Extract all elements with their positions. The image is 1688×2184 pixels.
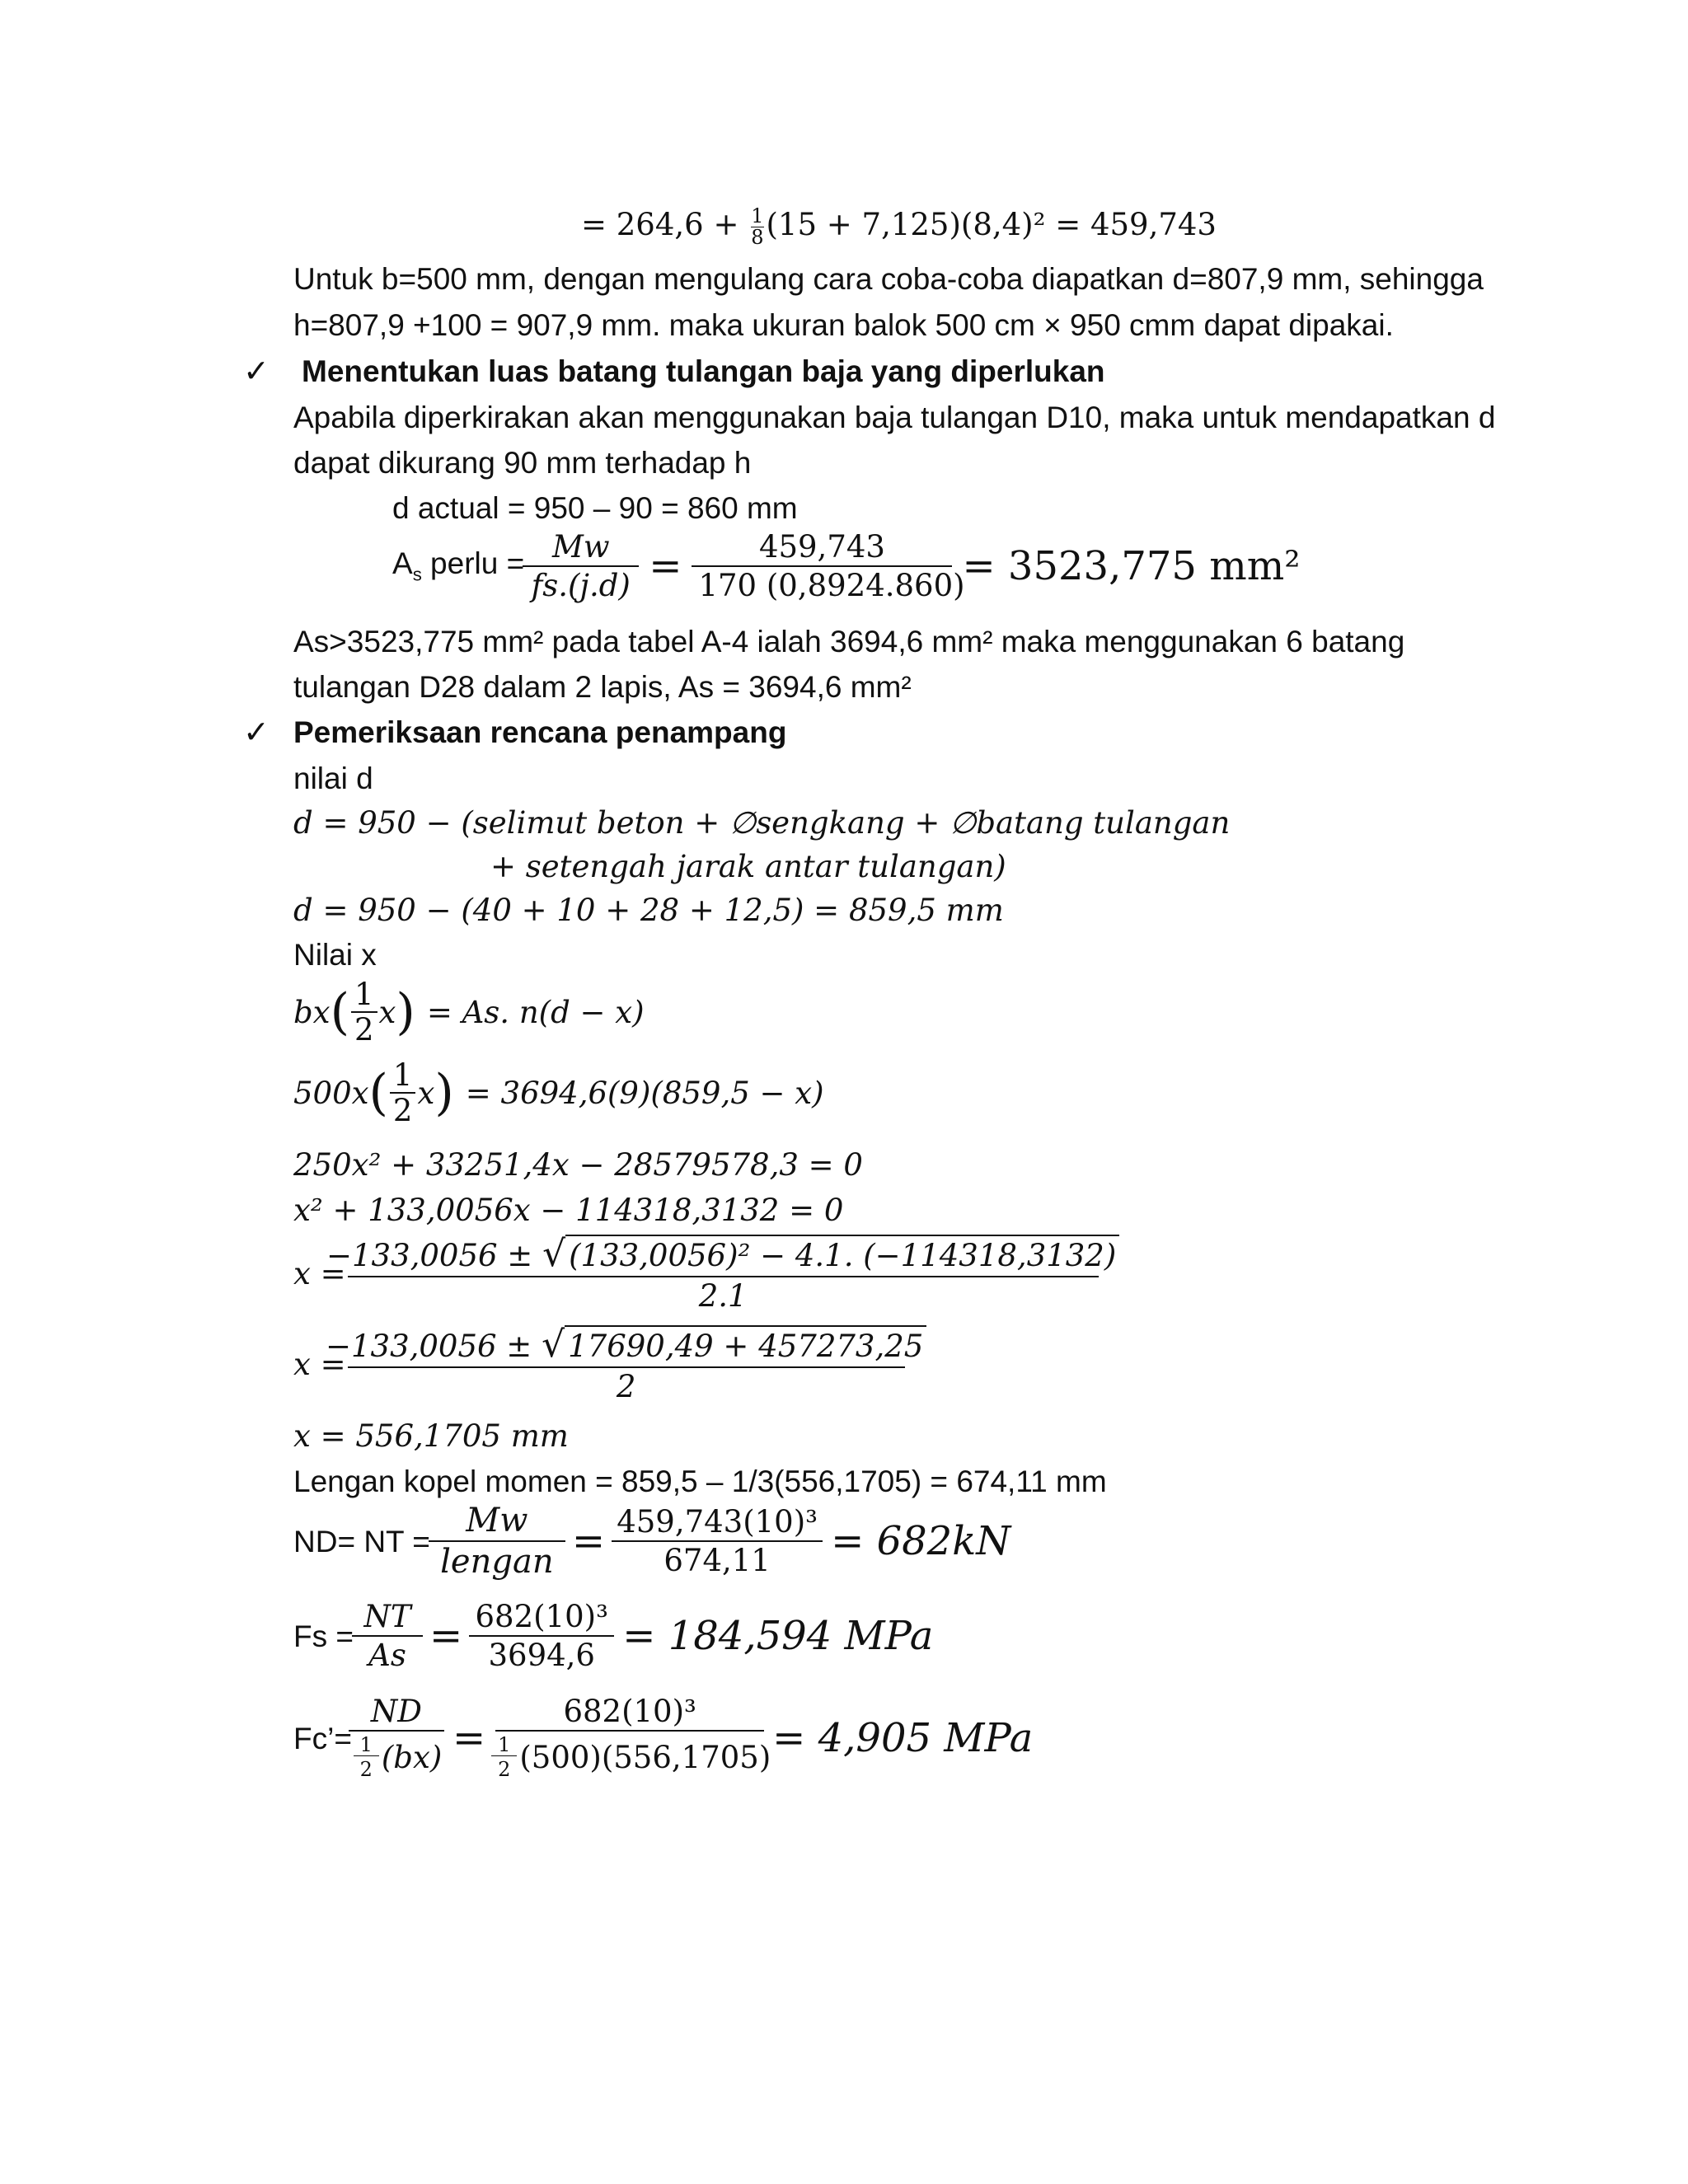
- as-result: = 3523,775 mm²: [962, 543, 1301, 589]
- as-label: $A_s$ perlu =: [392, 546, 525, 585]
- eq-top-post: (15 + 7,125)(8,4)² = 459,743: [766, 207, 1217, 243]
- checkmark-icon: ✓: [243, 353, 270, 389]
- equation-line: d = 950 − (40 + 10 + 28 + 12,5) = 859,5 mm: [293, 893, 1004, 928]
- equation-line: d = 950 − (selimut beton + ∅sengkang + ∅batang tulangan: [293, 805, 1231, 841]
- paragraph-line: h=807,9 +100 = 907,9 mm. maka ukuran balok 500 cm × 950 cmm dapat dipakai.: [293, 308, 1394, 342]
- equation-line: 250x² + 33251,4x − 28579578,3 = 0: [293, 1147, 863, 1183]
- section-heading: Menentukan luas batang tulangan baja yang diperlukan: [302, 354, 1105, 388]
- as-fraction-1: $\frac{Mw}{fs.(j.d)}$: [529, 532, 632, 601]
- fc-equation: Fc’= ND 1 2 (bx) = 682(10)³ 1 2 (500)(556,1705) = 4,905 MPa: [293, 1694, 1034, 1782]
- paragraph-line: Nilai x: [293, 938, 377, 972]
- equals-sign: =: [649, 543, 682, 589]
- paragraph-line: tulangan D28 dalam 2 lapis, As = 3694,6 mm²: [293, 670, 912, 704]
- paragraph-line: As>3523,775 mm² pada tabel A-4 ialah 3694,6 mm² maka menggunakan 6 batang: [293, 625, 1405, 658]
- eq-top-pre: = 264,6 +: [581, 207, 749, 243]
- eq-top-fraction: $\frac{1}{8}$: [751, 204, 764, 250]
- paragraph-line: d actual = 950 – 90 = 860 mm: [392, 491, 798, 525]
- equation-line: x² + 133,0056x − 114318,3132 = 0: [293, 1193, 844, 1228]
- paragraph-line: nilai d: [293, 762, 373, 795]
- paragraph-line: Apabila diperkirakan akan menggunakan baja tulangan D10, maka untuk mendapatkan d: [293, 401, 1496, 434]
- as-fraction-2: $\frac{459,743}{170 (0,8924.860)}$: [698, 532, 945, 601]
- quadratic-line-1: x = $\frac{\text{−133,0056 ± √ (133,0056)² − 4.1. (−114318,3132)}}{2.1}$: [293, 1236, 1092, 1311]
- section-heading: Pemeriksaan rencana penampang: [293, 715, 787, 749]
- paragraph-line: dapat dikurang 90 mm terhadap h: [293, 446, 752, 480]
- paragraph-line: Lengan kopel momen = 859,5 – 1/3(556,1705) = 674,11 mm: [293, 1465, 1107, 1498]
- checkmark-icon: ✓: [243, 714, 270, 750]
- fs-equation: Fs = $\frac{NT}{As}$ = $\frac{\text{682(10)³}}{3694,6}$ = 184,594 MPa: [293, 1599, 934, 1673]
- paragraph-line: Untuk b=500 mm, dengan mengulang cara coba-coba diapatkan d=807,9 mm, sehingga: [293, 262, 1484, 296]
- equation-top: [581, 206, 1217, 248]
- as-perlu-equation: [392, 529, 1301, 603]
- equation-line: x = 556,1705 mm: [293, 1418, 569, 1454]
- nd-nt-equation: ND= NT = $\frac{Mw}{\text{lengan}}$ = $\frac{\text{459,743(10)³}}{674,11}$ = 682kN: [293, 1502, 1011, 1581]
- equation-line: bx ( $\frac{1}{2}$ x ) = As. n(d − x): [293, 977, 645, 1047]
- equation-line: + setengah jarak antar tulangan): [490, 849, 1006, 884]
- equation-line: 500x ( $\frac{1}{2}$ x ) = 3694,6(9)(859,5 − x): [293, 1057, 824, 1128]
- quadratic-line-2: x = $\frac{-133,0056 \pm √ 17690,49 + 457273,25}{2}$: [293, 1327, 898, 1402]
